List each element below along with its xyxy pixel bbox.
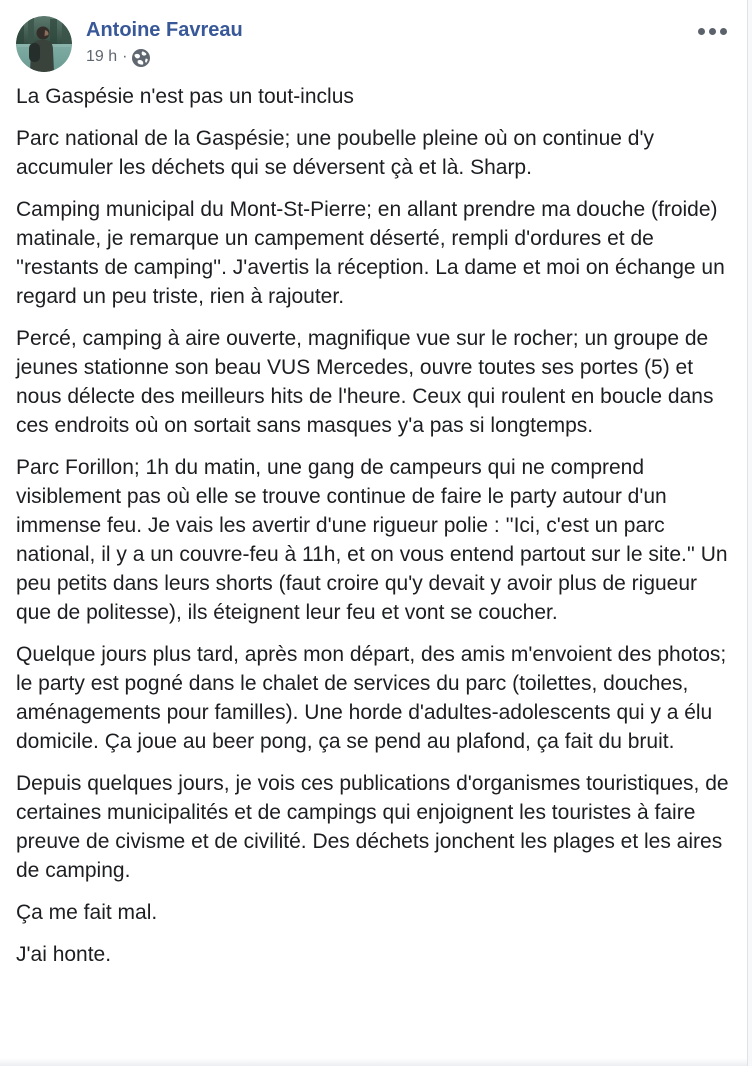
post-paragraph: Camping municipal du Mont-St-Pierre; en allant prendre ma douche (froide) matinale, je remarque un campement déserté, rempli d'ordures et de ''restants de camping''. J'avertis la réception. La dame et moi on échange un regard un peu triste, rien à rajouter. bbox=[16, 198, 725, 308]
post-paragraph: La Gaspésie n'est pas un tout-inclus bbox=[16, 85, 354, 108]
post-content bbox=[0, 78, 747, 975]
post-options-button[interactable] bbox=[694, 20, 731, 43]
post-paragraph: J'ai honte. bbox=[16, 943, 112, 966]
post-paragraph: Percé, camping à aire ouverte, magnifique vue sur le rocher; un groupe de jeunes stationne son beau VUS Mercedes, ouvre toutes ses portes (5) et nous délecte des meilleurs hits de l'heure. Ceux qui roulent en boucle dans ces endroits où on sortait sans masques y'a pas si longtemps. bbox=[16, 327, 714, 437]
post-paragraph: Ça me fait mal. bbox=[16, 901, 158, 924]
meta-separator: · bbox=[122, 48, 128, 65]
author-name[interactable]: Antoine Favreau bbox=[86, 19, 243, 41]
post-meta bbox=[86, 47, 694, 67]
globe-public-icon bbox=[132, 49, 150, 67]
card-bottom-edge bbox=[0, 1058, 747, 1066]
post-header bbox=[0, 0, 747, 78]
avatar-image bbox=[16, 16, 72, 72]
post-paragraph: Parc Forillon; 1h du matin, une gang de campeurs qui ne comprend visiblement pas où elle se trouve continue de faire le party autour d'un immense feu. Je vais les avertir d'une rigueur polie : ''Ici, c'est un parc national, il y a un couvre-feu à 11h, et on vous entend partout sur le site.'' Un peu petits dans leurs shorts (faut croire qu'y devait y avoir plus de rigueur que de politesse), ils éteignent leur feu et vont se coucher. bbox=[16, 456, 728, 624]
avatar[interactable] bbox=[16, 16, 72, 72]
post-paragraph: Depuis quelques jours, je vois ces publications d'organismes touristiques, de certaines municipalités et de campings qui enjoignent les touristes à faire preuve de civisme et de civilité. Des déchets jonchent les plages et les aires de camping. bbox=[16, 772, 729, 882]
post-paragraph: Quelque jours plus tard, après mon départ, des amis m'envoient des photos; le party est pogné dans le chalet de services du parc (toilettes, douches, aménagements pour familles). Une horde d'adultes-adolescents qui y a élu domicile. Ça joue au beer pong, ça se pend au plafond, ça fait du bruit. bbox=[16, 643, 727, 753]
post-paragraph: Parc national de la Gaspésie; une poubelle pleine où on continue d'y accumuler les déchets qui se déversent çà et là. Sharp. bbox=[16, 127, 654, 179]
post-header-text bbox=[86, 16, 694, 67]
timestamp[interactable]: 19 h bbox=[86, 48, 118, 65]
ellipsis-icon bbox=[698, 28, 727, 35]
